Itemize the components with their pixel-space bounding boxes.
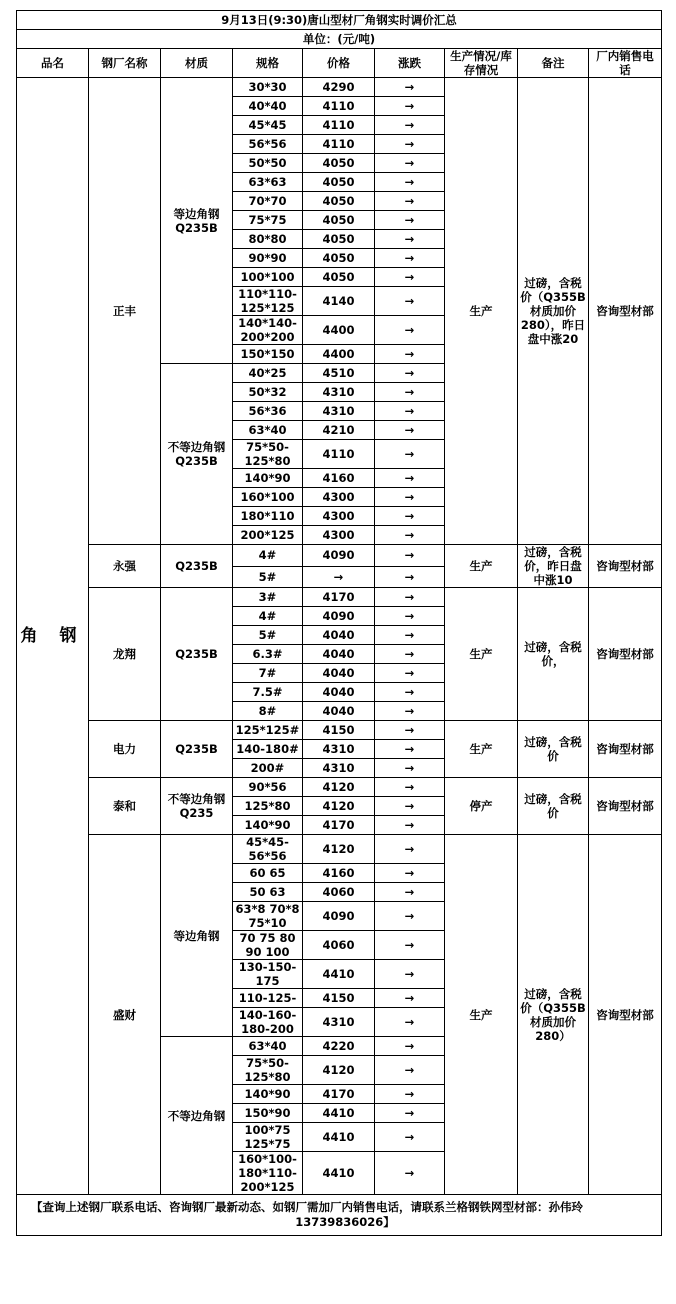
- spec-cell: 75*75: [233, 211, 303, 230]
- spec-cell: 160*100: [233, 488, 303, 507]
- remark-cell: 过磅，含税价，昨日盘中涨10: [518, 545, 589, 588]
- change-arrow-cell: →: [375, 230, 445, 249]
- sales-phone-cell: 咨询型材部: [589, 588, 662, 721]
- change-arrow-cell: →: [375, 287, 445, 316]
- spec-cell: 4#: [233, 607, 303, 626]
- price-cell: 4110: [303, 440, 375, 469]
- price-cell: 4410: [303, 960, 375, 989]
- spec-cell: 140*90: [233, 469, 303, 488]
- price-cell: 4060: [303, 883, 375, 902]
- remark-cell: 过磅，含税价（Q355B材质加价280）: [518, 835, 589, 1195]
- spec-cell: 63*40: [233, 421, 303, 440]
- production-status-cell: 生产: [445, 721, 518, 778]
- spec-cell: 70*70: [233, 192, 303, 211]
- mill-name-cell: 电力: [89, 721, 161, 778]
- spec-cell: 90*56: [233, 778, 303, 797]
- material-cell: 等边角钢Q235B: [161, 78, 233, 364]
- price-cell: 4090: [303, 902, 375, 931]
- change-arrow-cell: →: [375, 721, 445, 740]
- change-arrow-cell: →: [375, 1056, 445, 1085]
- spec-cell: 125*125#: [233, 721, 303, 740]
- change-arrow-cell: →: [375, 1037, 445, 1056]
- change-arrow-cell: →: [375, 989, 445, 1008]
- price-cell: 4300: [303, 526, 375, 545]
- spec-cell: 63*63: [233, 173, 303, 192]
- spec-cell: 56*36: [233, 402, 303, 421]
- change-arrow-cell: →: [375, 249, 445, 268]
- change-arrow-cell: →: [375, 192, 445, 211]
- change-arrow-cell: →: [375, 902, 445, 931]
- price-cell: →: [303, 566, 375, 588]
- price-cell: 4310: [303, 759, 375, 778]
- mill-name-cell: 永强: [89, 545, 161, 588]
- price-cell: 4050: [303, 173, 375, 192]
- change-arrow-cell: →: [375, 1152, 445, 1195]
- spec-cell: 75*50-125*80: [233, 440, 303, 469]
- product-name-cell: 角 钢: [17, 78, 89, 1195]
- header-change: 涨跌: [375, 49, 445, 78]
- spec-cell: 200*125: [233, 526, 303, 545]
- spec-cell: 200#: [233, 759, 303, 778]
- header-mill: 钢厂名称: [89, 49, 161, 78]
- price-cell: 4120: [303, 778, 375, 797]
- change-arrow-cell: →: [375, 607, 445, 626]
- change-arrow-cell: →: [375, 778, 445, 797]
- sales-phone-cell: 咨询型材部: [589, 545, 662, 588]
- remark-cell: 过磅，含税价（Q355B材质加价280），昨日盘中涨20: [518, 78, 589, 545]
- change-arrow-cell: →: [375, 268, 445, 287]
- price-cell: 4400: [303, 316, 375, 345]
- price-cell: 4110: [303, 135, 375, 154]
- table-row: [17, 588, 662, 607]
- mill-name-cell: 正丰: [89, 78, 161, 545]
- change-arrow-cell: →: [375, 173, 445, 192]
- table-row: [17, 721, 662, 740]
- production-status-cell: 停产: [445, 778, 518, 835]
- header-remark: 备注: [518, 49, 589, 78]
- spec-cell: 6.3#: [233, 645, 303, 664]
- change-arrow-cell: →: [375, 364, 445, 383]
- price-cell: 4040: [303, 683, 375, 702]
- price-sheet: [16, 10, 661, 1236]
- price-cell: 4410: [303, 1123, 375, 1152]
- spec-cell: 110-125-: [233, 989, 303, 1008]
- spec-cell: 3#: [233, 588, 303, 607]
- header-price: 价格: [303, 49, 375, 78]
- change-arrow-cell: →: [375, 759, 445, 778]
- price-cell: 4110: [303, 116, 375, 135]
- header-material: 材质: [161, 49, 233, 78]
- spec-cell: 100*100: [233, 268, 303, 287]
- change-arrow-cell: →: [375, 116, 445, 135]
- change-arrow-cell: →: [375, 797, 445, 816]
- price-cell: 4510: [303, 364, 375, 383]
- change-arrow-cell: →: [375, 211, 445, 230]
- price-cell: 4160: [303, 469, 375, 488]
- spec-cell: 63*8 70*8 75*10: [233, 902, 303, 931]
- material-cell: 不等边角钢Q235: [161, 778, 233, 835]
- price-cell: 4040: [303, 702, 375, 721]
- material-cell: Q235B: [161, 588, 233, 721]
- price-cell: 4110: [303, 97, 375, 116]
- spec-cell: 50*32: [233, 383, 303, 402]
- production-status-cell: 生产: [445, 588, 518, 721]
- price-cell: 4120: [303, 1056, 375, 1085]
- spec-cell: 140*140-200*200: [233, 316, 303, 345]
- change-arrow-cell: →: [375, 816, 445, 835]
- change-arrow-cell: →: [375, 154, 445, 173]
- price-table-body: [17, 78, 662, 1195]
- price-cell: 4160: [303, 864, 375, 883]
- change-arrow-cell: →: [375, 645, 445, 664]
- price-cell: 4290: [303, 78, 375, 97]
- price-cell: 4040: [303, 645, 375, 664]
- spec-cell: 45*45-56*56: [233, 835, 303, 864]
- change-arrow-cell: →: [375, 469, 445, 488]
- material-cell: Q235B: [161, 545, 233, 588]
- material-cell: Q235B: [161, 721, 233, 778]
- change-arrow-cell: →: [375, 683, 445, 702]
- change-arrow-cell: →: [375, 526, 445, 545]
- table-row: [17, 78, 662, 97]
- price-cell: 4050: [303, 154, 375, 173]
- change-arrow-cell: →: [375, 626, 445, 645]
- change-arrow-cell: →: [375, 566, 445, 588]
- change-arrow-cell: →: [375, 345, 445, 364]
- spec-cell: 110*110-125*125: [233, 287, 303, 316]
- price-cell: 4310: [303, 740, 375, 759]
- mill-name-cell: 龙翔: [89, 588, 161, 721]
- spec-cell: 140*90: [233, 1085, 303, 1104]
- spec-cell: 7#: [233, 664, 303, 683]
- price-cell: 4050: [303, 211, 375, 230]
- price-cell: 4050: [303, 268, 375, 287]
- change-arrow-cell: →: [375, 864, 445, 883]
- remark-cell: 过磅，含税价，: [518, 588, 589, 721]
- change-arrow-cell: →: [375, 931, 445, 960]
- material-cell: 等边角钢: [161, 835, 233, 1037]
- spec-cell: 100*75 125*75: [233, 1123, 303, 1152]
- header-spec: 规格: [233, 49, 303, 78]
- change-arrow-cell: →: [375, 702, 445, 721]
- change-arrow-cell: →: [375, 1104, 445, 1123]
- price-cell: 4170: [303, 588, 375, 607]
- mill-name-cell: 泰和: [89, 778, 161, 835]
- material-cell: 不等边角钢: [161, 1037, 233, 1195]
- price-cell: 4140: [303, 287, 375, 316]
- spec-cell: 50*50: [233, 154, 303, 173]
- table-row: [17, 545, 662, 567]
- price-table: [16, 10, 662, 1236]
- remark-cell: 过磅，含税价: [518, 778, 589, 835]
- price-cell: 4050: [303, 249, 375, 268]
- spec-cell: 50 63: [233, 883, 303, 902]
- spec-cell: 90*90: [233, 249, 303, 268]
- header-production: 生产情况/库存情况: [445, 49, 518, 78]
- spec-cell: 140-160-180-200: [233, 1008, 303, 1037]
- unit-label: 单位：(元/吨): [17, 30, 662, 49]
- change-arrow-cell: →: [375, 488, 445, 507]
- spec-cell: 75*50-125*80: [233, 1056, 303, 1085]
- change-arrow-cell: →: [375, 97, 445, 116]
- price-cell: 4060: [303, 931, 375, 960]
- mill-name-cell: 盛财: [89, 835, 161, 1195]
- spec-cell: 130-150-175: [233, 960, 303, 989]
- spec-cell: 125*80: [233, 797, 303, 816]
- price-cell: 4310: [303, 402, 375, 421]
- change-arrow-cell: →: [375, 1008, 445, 1037]
- spec-cell: 5#: [233, 566, 303, 588]
- spec-cell: 5#: [233, 626, 303, 645]
- price-cell: 4050: [303, 192, 375, 211]
- sales-phone-cell: 咨询型材部: [589, 778, 662, 835]
- spec-cell: 63*40: [233, 1037, 303, 1056]
- spec-cell: 80*80: [233, 230, 303, 249]
- contact-footer: [17, 1195, 662, 1236]
- price-cell: 4410: [303, 1152, 375, 1195]
- change-arrow-cell: →: [375, 545, 445, 567]
- sales-phone-cell: 咨询型材部: [589, 835, 662, 1195]
- footer-line-2: 13739836026】: [295, 1215, 395, 1229]
- price-cell: 4310: [303, 1008, 375, 1037]
- price-cell: 4300: [303, 488, 375, 507]
- price-cell: 4310: [303, 383, 375, 402]
- price-cell: 4150: [303, 721, 375, 740]
- price-cell: 4150: [303, 989, 375, 1008]
- sales-phone-cell: 咨询型材部: [589, 721, 662, 778]
- change-arrow-cell: →: [375, 740, 445, 759]
- spec-cell: 4#: [233, 545, 303, 567]
- change-arrow-cell: →: [375, 440, 445, 469]
- change-arrow-cell: →: [375, 835, 445, 864]
- spec-cell: 70 75 80 90 100: [233, 931, 303, 960]
- price-cell: 4210: [303, 421, 375, 440]
- price-cell: 4120: [303, 835, 375, 864]
- header-phone: 厂内销售电话: [589, 49, 662, 78]
- spec-cell: 140*90: [233, 816, 303, 835]
- change-arrow-cell: →: [375, 960, 445, 989]
- price-cell: 4170: [303, 816, 375, 835]
- price-cell: 4220: [303, 1037, 375, 1056]
- change-arrow-cell: →: [375, 507, 445, 526]
- sales-phone-cell: 咨询型材部: [589, 78, 662, 545]
- spec-cell: 56*56: [233, 135, 303, 154]
- spec-cell: 8#: [233, 702, 303, 721]
- change-arrow-cell: →: [375, 135, 445, 154]
- change-arrow-cell: →: [375, 883, 445, 902]
- table-row: [17, 778, 662, 797]
- change-arrow-cell: →: [375, 78, 445, 97]
- price-cell: 4090: [303, 545, 375, 567]
- change-arrow-cell: →: [375, 402, 445, 421]
- spec-cell: 45*45: [233, 116, 303, 135]
- change-arrow-cell: →: [375, 421, 445, 440]
- price-cell: 4040: [303, 664, 375, 683]
- spec-cell: 160*100-180*110-200*125: [233, 1152, 303, 1195]
- change-arrow-cell: →: [375, 1123, 445, 1152]
- change-arrow-cell: →: [375, 1085, 445, 1104]
- change-arrow-cell: →: [375, 664, 445, 683]
- change-arrow-cell: →: [375, 588, 445, 607]
- price-cell: 4090: [303, 607, 375, 626]
- price-cell: 4040: [303, 626, 375, 645]
- change-arrow-cell: →: [375, 383, 445, 402]
- spec-cell: 40*40: [233, 97, 303, 116]
- spec-cell: 40*25: [233, 364, 303, 383]
- price-cell: 4400: [303, 345, 375, 364]
- footer-line-1: 【查询上述钢厂联系电话、咨询钢厂最新动态、如钢厂需加厂内销售电话，请联系兰格钢铁网型材部：孙伟玲: [31, 1200, 583, 1214]
- spec-cell: 60 65: [233, 864, 303, 883]
- spec-cell: 30*30: [233, 78, 303, 97]
- price-cell: 4300: [303, 507, 375, 526]
- price-cell: 4410: [303, 1104, 375, 1123]
- spec-cell: 180*110: [233, 507, 303, 526]
- production-status-cell: 生产: [445, 835, 518, 1195]
- price-cell: 4050: [303, 230, 375, 249]
- table-row: [17, 835, 662, 864]
- price-cell: 4170: [303, 1085, 375, 1104]
- header-product: 品名: [17, 49, 89, 78]
- change-arrow-cell: →: [375, 316, 445, 345]
- remark-cell: 过磅，含税价: [518, 721, 589, 778]
- production-status-cell: 生产: [445, 78, 518, 545]
- spec-cell: 150*90: [233, 1104, 303, 1123]
- production-status-cell: 生产: [445, 545, 518, 588]
- spec-cell: 150*150: [233, 345, 303, 364]
- page-title: 9月13日(9:30)唐山型材厂角钢实时调价汇总: [17, 11, 662, 30]
- spec-cell: 140-180#: [233, 740, 303, 759]
- spec-cell: 7.5#: [233, 683, 303, 702]
- price-cell: 4120: [303, 797, 375, 816]
- material-cell: 不等边角钢Q235B: [161, 364, 233, 545]
